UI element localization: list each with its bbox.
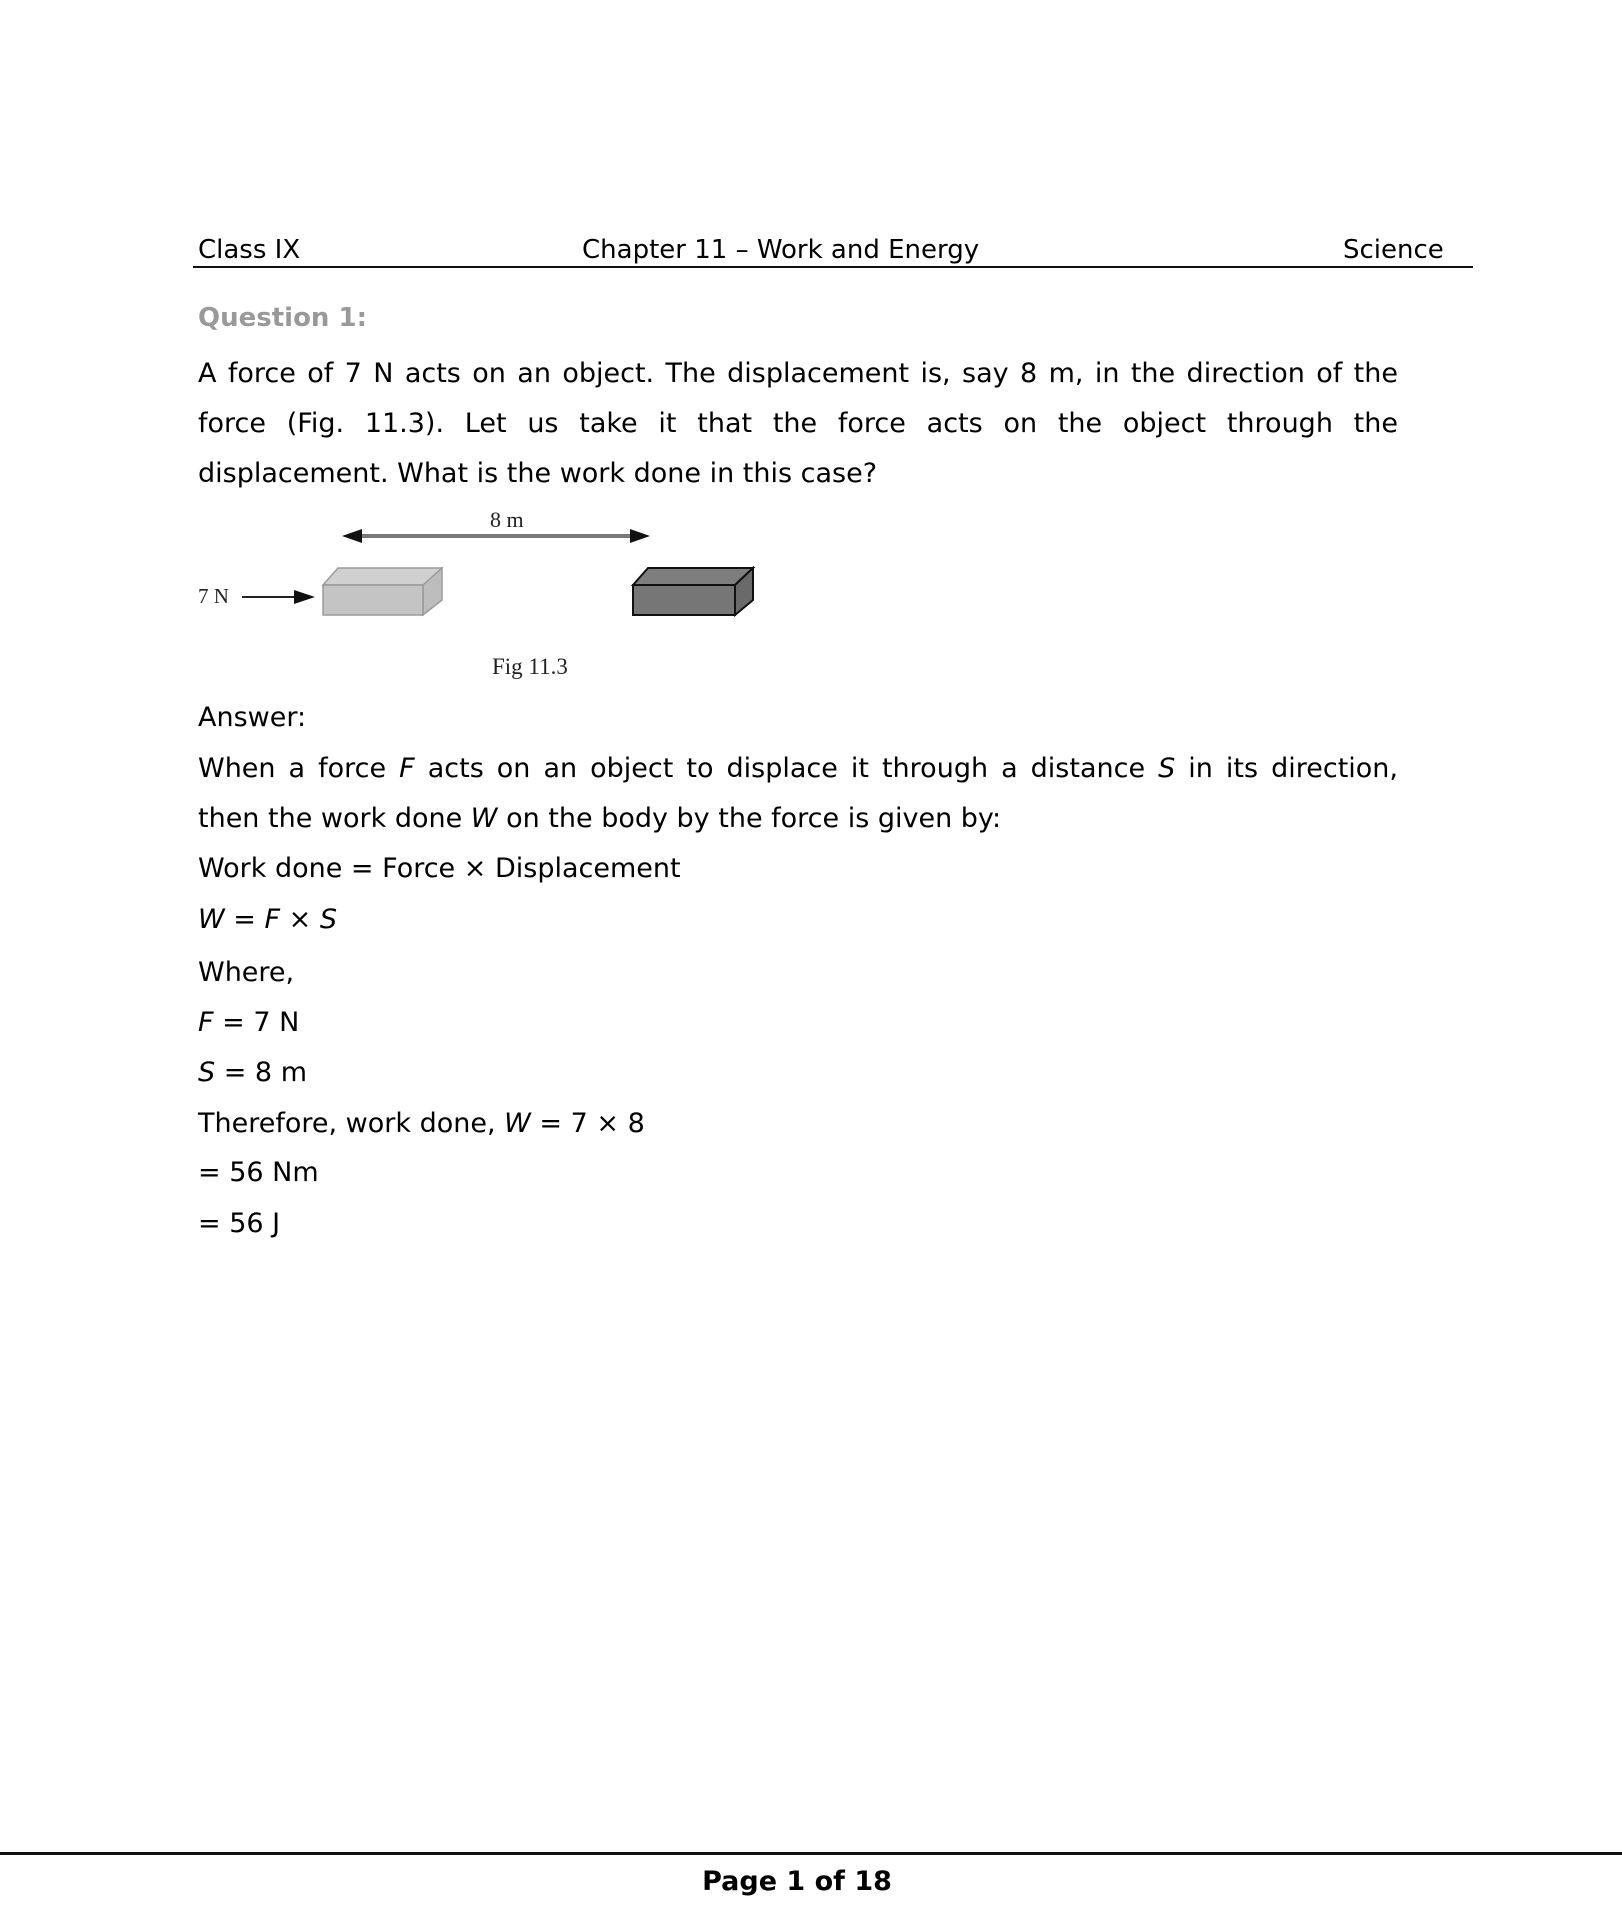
work-calculation: Therefore, work done, W = 7 × 8 <box>198 1108 645 1139</box>
final-block-icon <box>633 568 753 615</box>
header-subject: Science <box>1343 235 1444 265</box>
answer-label: Answer: <box>198 702 307 733</box>
force-value: F = 7 N <box>198 1007 300 1038</box>
distance-label: 8 m <box>490 507 524 532</box>
header-chapter: Chapter 11 – Work and Energy <box>582 235 980 265</box>
displacement-value: S = 8 m <box>198 1057 307 1088</box>
answer-line-1: When a force F acts on an object to displace it through a distance S in its direction, <box>198 753 1399 784</box>
question-line-2: force (Fig. 11.3). Let us take it that the force acts on the object through the <box>198 408 1398 439</box>
formula-symbols: W = F × S <box>198 904 337 935</box>
result-joules: = 56 J <box>198 1208 281 1239</box>
force-label: 7 N <box>198 584 229 608</box>
displacement-diagram <box>190 505 790 695</box>
question-line-3: displacement. What is the work done in this case? <box>198 458 878 489</box>
answer-line-2: then the work done W on the body by the force is given by: <box>198 803 1002 834</box>
header-class: Class IX <box>198 235 301 265</box>
footer-rule <box>0 1852 1622 1855</box>
figure-caption: Fig 11.3 <box>492 654 568 679</box>
where-label: Where, <box>198 957 295 988</box>
formula-words: Work done = Force × Displacement <box>198 853 681 884</box>
result-nm: = 56 Nm <box>198 1157 319 1188</box>
force-arrow-icon <box>242 590 315 604</box>
page-number: Page 1 of 18 <box>702 1866 892 1897</box>
initial-block-icon <box>323 568 442 615</box>
question-line-1: A force of 7 N acts on an object. The displacement is, say 8 m, in the direction of the <box>198 358 1398 389</box>
figure-11-3 <box>190 505 790 695</box>
question-title: Question 1: <box>198 303 367 333</box>
header-rule <box>193 266 1473 268</box>
